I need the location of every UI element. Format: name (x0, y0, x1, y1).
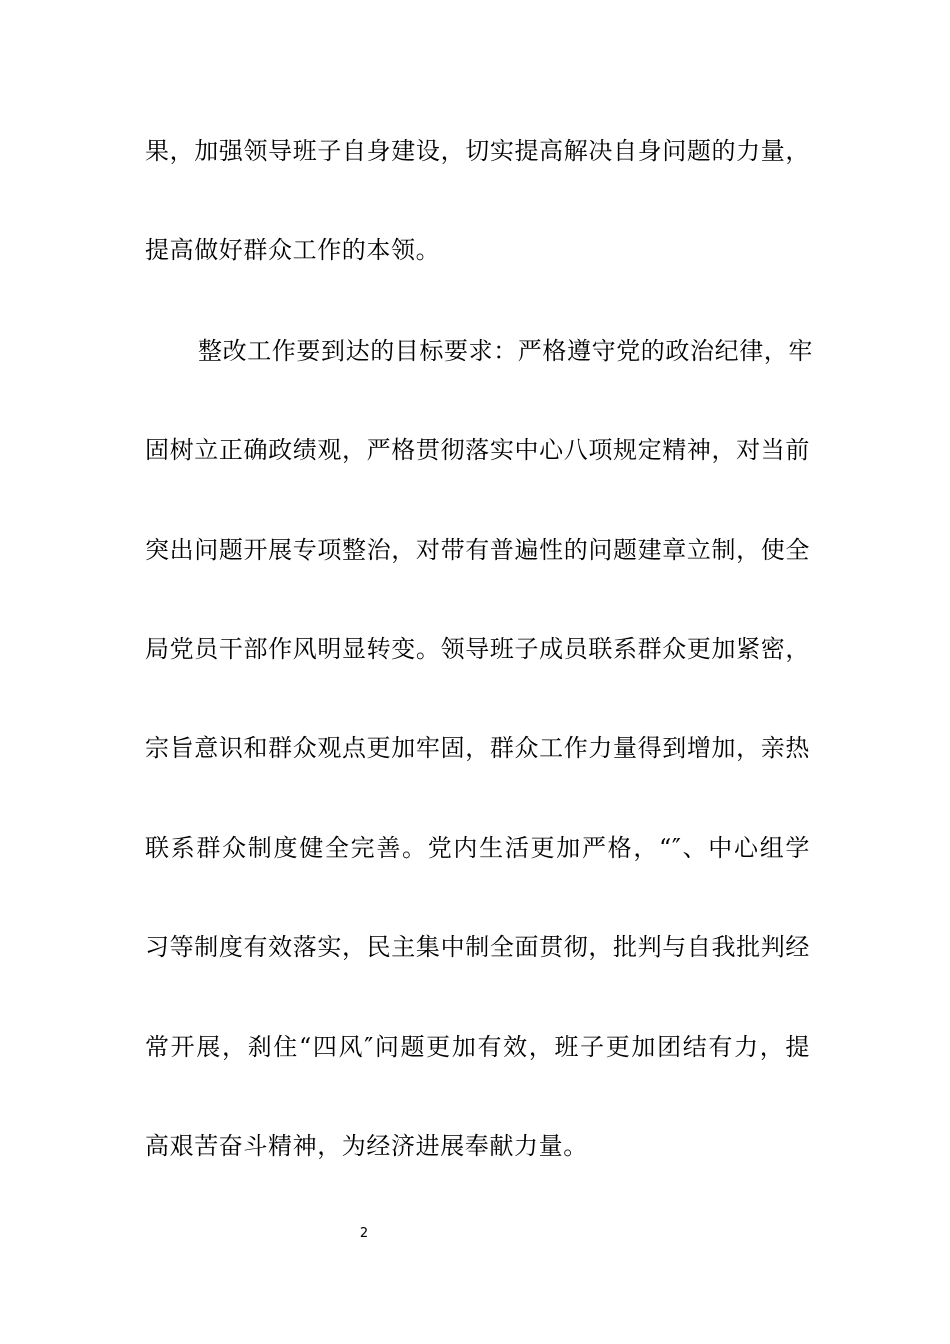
text-line: 常开展，刹住“四风″问题更加有效，班子更加团结有力，提 (145, 1033, 810, 1061)
text-line: 局党员干部作风明显转变。领导班子成员联系群众更加紧密， (145, 635, 810, 663)
text-line: 宗旨意识和群众观点更加牢固，群众工作力量得到增加，亲热 (145, 734, 810, 762)
text-line: 果，加强领导班子自身建设，切实提高解决自身问题的力量， (145, 137, 810, 165)
text-line: 突出问题开展专项整治，对带有普遍性的问题建章立制，使全 (145, 536, 810, 564)
text-line: 联系群众制度健全完善。党内生活更加严格，“″、中心组学 (145, 834, 810, 862)
text-line: 习等制度有效落实，民主集中制全面贯彻，批判与自我批判经 (145, 933, 810, 961)
paragraph-first-line: 整改工作要到达的目标要求：严格遵守党的政治纪律，牢 (198, 337, 813, 365)
text-line: 提高做好群众工作的本领。 (145, 236, 441, 264)
text-line: 固树立正确政绩观，严格贯彻落实中心八项规定精神，对当前 (145, 436, 810, 464)
page-number: 2 (359, 1226, 369, 1241)
text-line: 高艰苦奋斗精神，为经济进展奉献力量。 (145, 1132, 588, 1160)
